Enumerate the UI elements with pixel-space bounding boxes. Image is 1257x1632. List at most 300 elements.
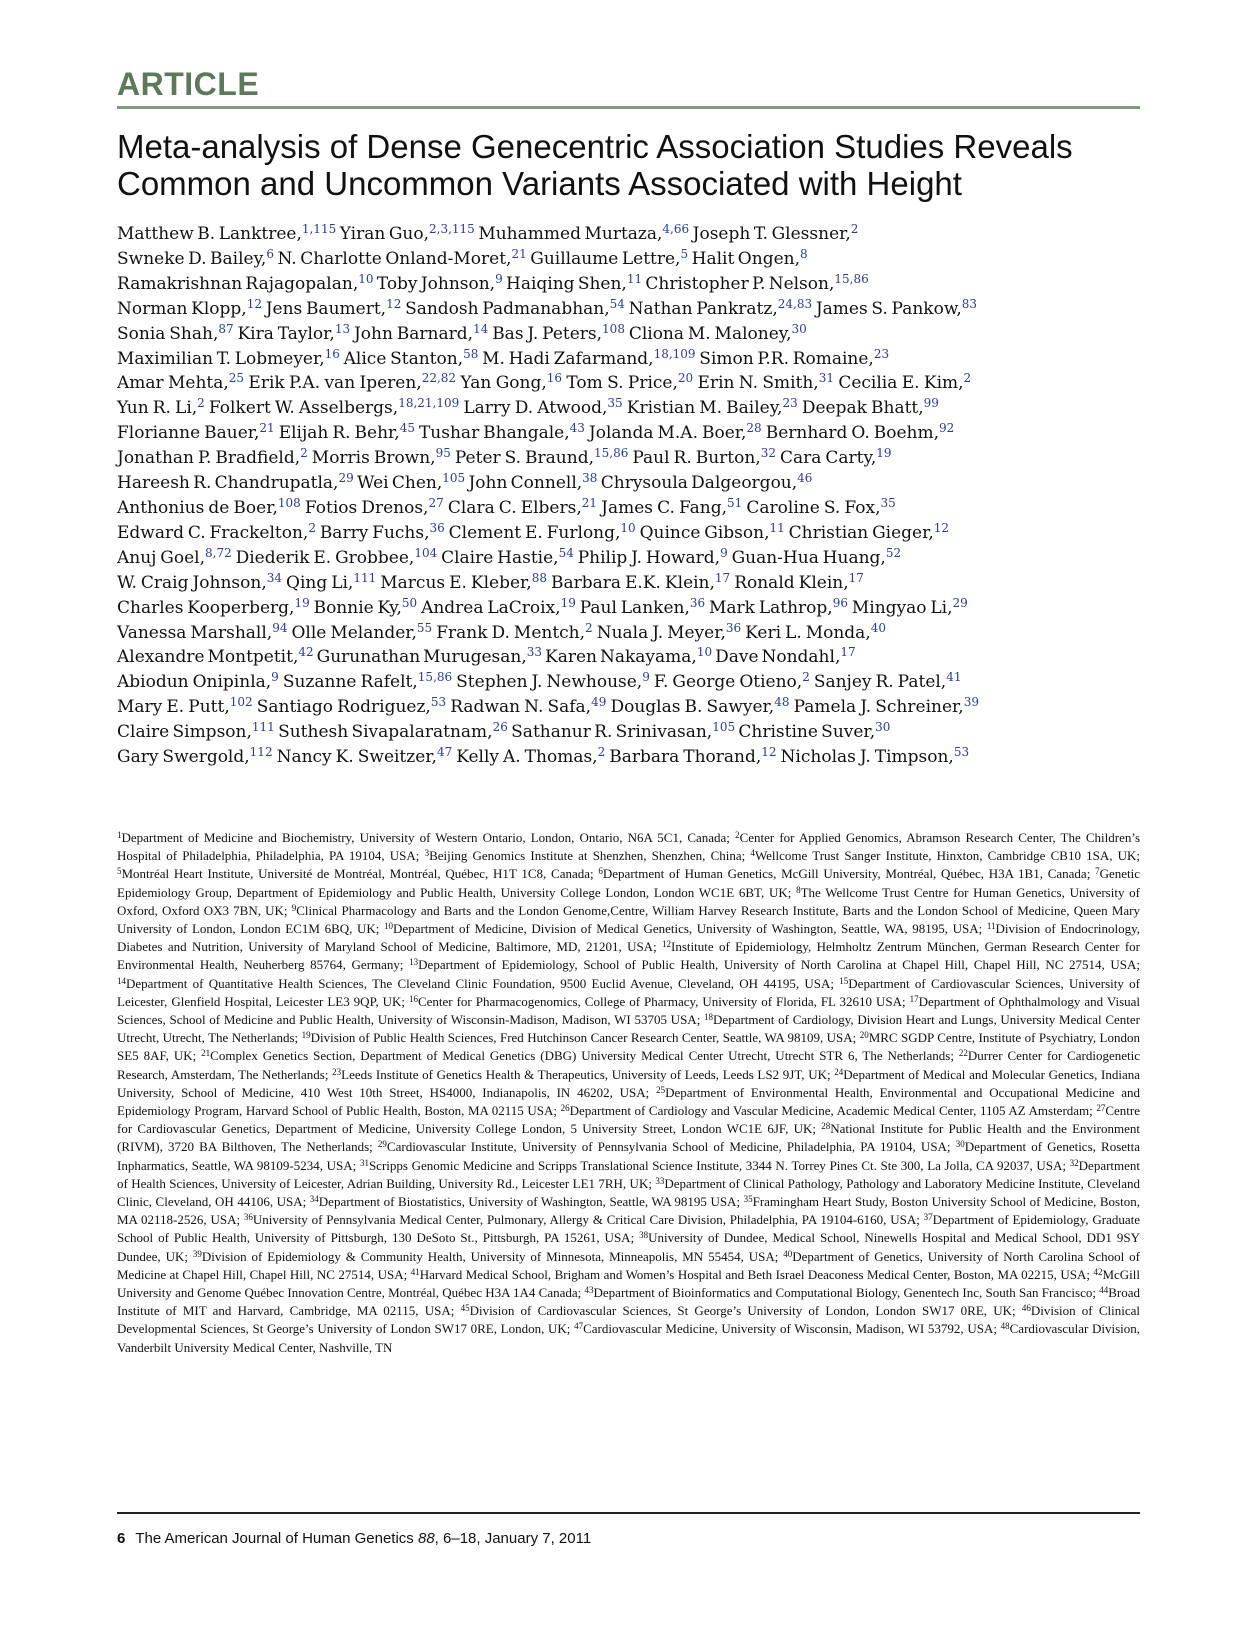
author-affiliation-ref[interactable]: 19 <box>876 446 892 461</box>
affiliation-number: 13 <box>409 957 419 968</box>
author-affiliation-ref[interactable]: 43 <box>569 421 585 436</box>
author-affiliation-ref[interactable]: 108 <box>277 495 301 510</box>
author-affiliation-ref[interactable]: 12 <box>933 520 950 535</box>
author <box>780 448 892 468</box>
author <box>117 747 273 767</box>
author-name: Clement E. Furlong, <box>448 522 621 543</box>
author-affiliation-ref[interactable]: 9 <box>271 670 279 685</box>
author-affiliation-ref[interactable]: 16 <box>324 346 340 361</box>
author-affiliation-ref[interactable]: 38 <box>582 471 598 486</box>
author <box>117 620 288 643</box>
author <box>117 423 275 443</box>
author-affiliation-ref[interactable]: 33 <box>526 645 543 660</box>
author-affiliation-ref[interactable]: 9 <box>720 545 728 560</box>
affiliation <box>302 1030 857 1045</box>
author-affiliation-ref[interactable]: 96 <box>832 595 848 610</box>
author-name: Suzanne Rafelt, <box>282 672 418 693</box>
author-affiliation-ref[interactable]: 104 <box>414 545 438 560</box>
author <box>450 697 606 717</box>
affiliation-number: 45 <box>460 1303 470 1314</box>
author-affiliation-ref[interactable]: 54 <box>558 545 574 560</box>
author-affiliation-ref[interactable]: 31 <box>818 371 834 386</box>
author-affiliation-ref[interactable]: 53 <box>430 695 447 710</box>
affiliation-text: Department of Medical and Molecular Genetics, Indiana University, School of Medicine, 410 West 10th Street, HS4000, Indianapolis, IN 46202, USA; <box>117 1066 1140 1100</box>
author <box>117 697 253 717</box>
author <box>838 373 971 393</box>
author-name: Sanjey R. Patel, <box>813 672 947 693</box>
affiliation-text: Wellcome Trust Sanger Institute, Hinxton, Cambridge CB10 1SA, UK; <box>754 848 1140 864</box>
affiliation-text: Division of Endocrinology, Diabetes and Nutrition, University of Maryland School of Medicine, Baltimore, MD, 21201, USA; <box>117 921 1140 955</box>
author <box>579 595 706 618</box>
author-affiliation-ref[interactable]: 23 <box>873 346 890 361</box>
author-affiliation-ref[interactable]: 15,86 <box>417 670 453 685</box>
author-name: Joseph T. Glessner, <box>692 224 851 244</box>
author-affiliation-ref[interactable]: 12 <box>761 745 777 760</box>
author-affiliation-ref[interactable]: 40 <box>870 620 886 635</box>
affiliation <box>585 1285 1096 1300</box>
author-affiliation-ref[interactable]: 8,72 <box>205 545 232 560</box>
author-affiliation-ref[interactable]: 30 <box>875 720 891 735</box>
author-name: Fotios Drenos, <box>304 497 429 518</box>
author-name: Florianne Bauer, <box>117 423 260 444</box>
affiliation-number: 36 <box>243 1212 253 1223</box>
affiliation-text: Department of Clinical Pathology, Pathology and Laboratory Medicine Institute, Cleveland Clinic, Cleveland, OH 44106, USA; <box>117 1175 1140 1210</box>
author-name: Barbara Thorand, <box>609 747 762 768</box>
author-name: Jolanda M.A. Boer, <box>588 423 747 444</box>
author <box>248 373 456 393</box>
author-affiliation-ref[interactable]: 14 <box>473 321 489 336</box>
author-name: Anuj Goel, <box>117 547 206 568</box>
affiliation-number: 11 <box>986 921 996 932</box>
author-name: Guan-Hua Huang, <box>731 547 886 568</box>
author-name: Halit Ongen, <box>691 248 800 269</box>
author-affiliation-ref[interactable]: 58 <box>463 346 479 361</box>
author-affiliation-ref[interactable]: 2 <box>585 620 593 635</box>
author <box>277 246 527 269</box>
author-name: Mark Lathrop, <box>709 597 833 618</box>
author-affiliation-ref[interactable]: 34 <box>266 570 283 585</box>
author-affiliation-ref[interactable]: 2 <box>300 446 308 461</box>
affiliation-text: Center for Applied Genomics, Abramson Research Center, The Children’s Hospital of Philadelphia, Philadelphia, PA 19104, USA; <box>117 830 1140 864</box>
affiliation <box>561 1103 1093 1118</box>
author-line <box>117 347 1157 372</box>
author <box>304 495 444 518</box>
author <box>237 321 351 344</box>
affiliation-text: Framingham Heart Study, Boston University School of Medicine, Boston, MA 02118-2526, USA; <box>117 1194 1140 1228</box>
author-affiliation-ref[interactable]: 32 <box>760 446 777 461</box>
author-name: Larry D. Atwood, <box>463 398 608 419</box>
author-affiliation-ref[interactable]: 24,83 <box>777 296 813 311</box>
author-name: Qing Li, <box>286 572 354 593</box>
author-affiliation-ref[interactable]: 102 <box>229 695 253 710</box>
affiliation-text: Cardiovascular Institute, University of Pennsylvania School of Medicine, Philadelphia, PA 19104, USA; <box>386 1139 951 1155</box>
affiliation <box>411 1267 1090 1282</box>
author <box>530 246 689 269</box>
author-name: Diederik E. Grobbee, <box>235 547 415 568</box>
author-name: Olle Melander, <box>291 622 417 643</box>
author-affiliation-ref[interactable]: 35 <box>607 396 623 411</box>
author-affiliation-ref[interactable]: 12 <box>246 296 262 311</box>
section-label: ARTICLE <box>117 66 260 102</box>
author-affiliation-ref[interactable]: 2 <box>963 371 972 386</box>
affiliation <box>332 1067 830 1082</box>
affiliation-text: Broad Institute of MIT and Harvard, Cambridge, MA 02115, USA; <box>117 1285 1140 1319</box>
author <box>709 595 848 618</box>
author-name: Maximilian T. Lobmeyer, <box>117 348 325 369</box>
author <box>265 296 402 319</box>
author-name: Nancy K. Sweitzer, <box>276 747 437 768</box>
affiliation-text: Montréal Heart Institute, Université de Montréal, Montréal, Québec, H1T 1C8, Canada; <box>121 866 594 882</box>
author <box>441 545 574 568</box>
author-affiliation-ref[interactable]: 18,21,109 <box>398 396 460 411</box>
affiliation-text: Department of Human Genetics, McGill University, Montréal, Québec, H3A 1B1, Canada; <box>602 866 1091 882</box>
author-affiliation-ref[interactable]: 30 <box>791 321 807 336</box>
author-affiliation-ref[interactable]: 21 <box>581 495 598 510</box>
author-name: Anthonius de Boer, <box>117 497 278 518</box>
author-name: Christian Gieger, <box>788 522 934 543</box>
author <box>551 570 731 593</box>
author-name: John Connell, <box>468 473 583 494</box>
author-name: Toby Johnson, <box>376 273 496 294</box>
affiliation <box>425 848 746 863</box>
author-affiliation-ref[interactable]: 88 <box>531 570 547 585</box>
author-affiliation-ref[interactable]: 105 <box>442 471 466 486</box>
author-name: Dave Nondahl, <box>715 647 841 668</box>
author-affiliation-ref[interactable]: 21 <box>511 246 527 261</box>
author <box>117 296 262 319</box>
author <box>117 722 275 742</box>
author-affiliation-ref[interactable]: 94 <box>272 620 288 635</box>
affiliation-number: 1 <box>117 830 122 840</box>
author <box>257 697 446 717</box>
author-name: Andrea LaCroix, <box>421 597 561 618</box>
author <box>447 495 598 518</box>
author-affiliation-ref[interactable]: 36 <box>725 620 742 635</box>
author-affiliation-ref[interactable]: 95 <box>435 446 451 461</box>
author <box>319 520 445 543</box>
affiliation-number: 33 <box>655 1175 665 1186</box>
affiliation-number: 34 <box>309 1194 319 1205</box>
page-footer <box>117 1530 591 1547</box>
author <box>209 398 459 418</box>
author <box>455 448 628 468</box>
affiliation-number: 3 <box>424 848 430 859</box>
author-name: Simon P.R. Romaine, <box>699 348 874 369</box>
author-affiliation-ref[interactable]: 17 <box>714 570 731 585</box>
author-name: Jonathan P. Bradfield, <box>117 448 301 469</box>
author-affiliation-ref[interactable]: 8 <box>800 246 808 261</box>
author-affiliation-ref[interactable]: 39 <box>963 695 979 710</box>
affiliation <box>117 976 834 991</box>
author <box>117 647 314 667</box>
author <box>421 595 576 618</box>
author <box>286 570 377 593</box>
author-name: Barry Fuchs, <box>319 522 430 543</box>
author-affiliation-ref[interactable]: 99 <box>923 396 939 411</box>
author-name: Cara Carty, <box>780 448 877 469</box>
author-list <box>117 222 1157 770</box>
author-affiliation-ref[interactable]: 11 <box>626 271 643 286</box>
author-affiliation-ref[interactable]: 49 <box>591 695 607 710</box>
author-name: Stephen J. Newhouse, <box>456 672 643 693</box>
author-name: Suthesh Sivapalaratnam, <box>278 722 493 743</box>
author-affiliation-ref[interactable]: 2,3,115 <box>429 222 475 236</box>
author <box>357 473 465 493</box>
affiliation-text: Department of Medicine and Biochemistry, University of Western Ontario, London, Ontario, N6A 5C1, Canada; <box>121 830 730 845</box>
author-name: Mary E. Putt, <box>117 697 230 718</box>
affiliation <box>409 994 906 1009</box>
author <box>117 246 274 269</box>
affiliation-number: 37 <box>923 1212 933 1223</box>
author-name: Kelly A. Thomas, <box>456 747 598 768</box>
author-affiliation-ref[interactable]: 2 <box>850 222 859 236</box>
author-name: Yiran Guo, <box>339 224 429 244</box>
affiliation-number: 21 <box>201 1048 211 1059</box>
author <box>478 224 689 244</box>
author-affiliation-ref[interactable]: 5 <box>680 246 689 261</box>
author-name: Peter S. Braund, <box>454 448 594 469</box>
author-affiliation-ref[interactable]: 19 <box>294 595 310 610</box>
affiliation-number: 28 <box>821 1121 831 1132</box>
author-affiliation-ref[interactable]: 36 <box>689 595 706 610</box>
author-affiliation-ref[interactable]: 13 <box>334 321 351 336</box>
affiliation-number: 47 <box>574 1321 584 1332</box>
author-affiliation-ref[interactable]: 111 <box>353 570 377 585</box>
affiliation-number: 20 <box>859 1030 869 1041</box>
author-affiliation-ref[interactable]: 16 <box>546 371 563 386</box>
author-affiliation-ref[interactable]: 55 <box>416 620 433 635</box>
affiliation-number: 9 <box>291 902 297 913</box>
author-affiliation-ref[interactable]: 48 <box>774 695 790 710</box>
author-name: Tushar Bhangale, <box>418 423 570 444</box>
author-affiliation-ref[interactable]: 105 <box>712 720 736 735</box>
author-affiliation-ref[interactable]: 112 <box>249 745 273 760</box>
author-affiliation-ref[interactable]: 50 <box>401 595 418 610</box>
footer-rule <box>117 1512 1140 1514</box>
author-name: Gary Swergold, <box>117 747 250 768</box>
author-affiliation-ref[interactable]: 47 <box>436 745 453 760</box>
affiliation-text: Department of Bioinformatics and Computational Biology, Genentech Inc, South San Francisco; <box>593 1285 1096 1301</box>
author-affiliation-ref[interactable]: 10 <box>620 520 636 535</box>
author-affiliation-ref[interactable]: 29 <box>338 471 354 486</box>
author-affiliation-ref[interactable]: 9 <box>495 271 503 286</box>
author-line <box>117 496 1157 521</box>
author <box>802 398 939 418</box>
author <box>340 224 475 244</box>
author-name: Sathanur R. Srinivasan, <box>511 722 713 743</box>
author-affiliation-ref[interactable]: 25 <box>228 371 245 386</box>
author-name: Cecilia E. Kim, <box>838 373 964 394</box>
author <box>117 224 336 244</box>
author-name: Caroline S. Fox, <box>746 497 881 518</box>
author <box>601 495 743 518</box>
affiliation-number: 41 <box>410 1266 420 1277</box>
author-affiliation-ref[interactable]: 45 <box>399 421 415 436</box>
author-name: Nuala J. Meyer, <box>596 622 726 643</box>
affiliation <box>461 1303 1016 1318</box>
author-affiliation-ref[interactable]: 17 <box>840 645 856 660</box>
author-affiliation-ref[interactable]: 53 <box>953 745 970 760</box>
affiliation-text: Division of Public Health Sciences, Fred Hutchinson Cancer Research Center, Seattle, WA 98109, USA; <box>310 1030 857 1046</box>
author-affiliation-ref[interactable]: 26 <box>492 720 508 735</box>
author-affiliation-ref[interactable]: 23 <box>782 396 798 411</box>
author-name: Charles Kooperberg, <box>117 597 295 618</box>
author-name: Barbara E.K. Klein, <box>551 572 715 593</box>
author-affiliation-ref[interactable]: 6 <box>266 246 274 261</box>
author-affiliation-ref[interactable]: 10 <box>696 645 713 660</box>
author-line <box>117 272 1157 297</box>
author-affiliation-ref[interactable]: 15,86 <box>834 271 869 286</box>
affiliation-number: 46 <box>1021 1303 1031 1314</box>
author-affiliation-ref[interactable]: 4,66 <box>662 222 690 236</box>
affiliation-text: McGill University and Genome Québec Innovation Centre, Montréal, Québec H3A 1A4 Canada; <box>117 1266 1140 1301</box>
author-affiliation-ref[interactable]: 17 <box>848 570 864 585</box>
author-affiliation-ref[interactable]: 36 <box>429 520 445 535</box>
author-name: Christine Suver, <box>738 722 876 743</box>
author <box>610 697 789 717</box>
affiliation-text: Department of Biostatistics, University of Washington, Seattle, WA 98195 USA; <box>318 1194 741 1210</box>
journal-name: The American Journal of Human Genetics <box>135 1530 414 1547</box>
author-affiliation-ref[interactable]: 42 <box>298 645 314 660</box>
author-affiliation-ref[interactable]: 46 <box>797 471 813 486</box>
author <box>815 296 978 319</box>
author-name: Haiqing Shen, <box>506 273 627 294</box>
author <box>117 373 244 393</box>
affiliation-text: Institute of Epidemiology, Helmholtz Zentrum München, German Research Center for Environmental Health, Neuherberg 85764, Germany; <box>117 939 1140 973</box>
author <box>117 570 283 593</box>
author <box>601 473 813 493</box>
affiliation-text: Clinical Pharmacology and Barts and the London Genome,Centre, William Harvey Research Institute, Barts and the London School of Medicine, Queen Mary University of London, London EC1M 6BQ, UK; <box>117 902 1140 937</box>
author-name: Nathan Pankratz, <box>628 298 778 319</box>
author-name: M. Hadi Zafarmand, <box>482 348 654 369</box>
author <box>419 423 585 443</box>
affiliation <box>310 1194 740 1209</box>
author-affiliation-ref[interactable]: 18,109 <box>653 346 696 361</box>
author-affiliation-ref[interactable]: 2 <box>597 745 606 760</box>
author <box>117 672 279 692</box>
affiliation-text: National Institute for Public Health and the Environment (RIVM), 3720 BA Bilthoven, The Netherlands; <box>117 1121 1140 1155</box>
author <box>745 620 886 643</box>
author-affiliation-ref[interactable]: 22,82 <box>421 371 457 386</box>
author-affiliation-ref[interactable]: 54 <box>609 296 625 311</box>
affiliation-number: 7 <box>1095 866 1100 877</box>
author <box>693 224 859 244</box>
author-name: Mingyao Li, <box>851 597 953 618</box>
author-affiliation-ref[interactable]: 11 <box>769 520 785 535</box>
author <box>766 423 955 443</box>
author-affiliation-ref[interactable]: 29 <box>952 595 968 610</box>
author-affiliation-ref[interactable]: 12 <box>386 296 402 311</box>
author-line <box>117 596 1157 621</box>
author <box>738 722 890 742</box>
author-affiliation-ref[interactable]: 87 <box>218 321 234 336</box>
affiliation-text: Centre for Cardiovascular Genetics, Department of Medicine, University College London, 5 University Street, London WC1E 6JF, UK; <box>117 1103 1140 1137</box>
author-name: Paul Lanken, <box>579 597 690 618</box>
author-affiliation-ref[interactable]: 83 <box>961 296 978 311</box>
affiliation-text: University of Pennsylvania Medical Center, Pulmonary, Allergy & Critical Care Division, Philadelphia, PA 19104-6160, USA; <box>252 1212 920 1228</box>
author-affiliation-ref[interactable]: 28 <box>746 421 762 436</box>
author-affiliation-ref[interactable]: 21 <box>259 421 275 436</box>
author <box>117 346 340 369</box>
author <box>312 448 451 468</box>
affiliation-number: 48 <box>1000 1321 1010 1332</box>
affiliation-number: 18 <box>704 1012 714 1023</box>
author-name: Folkert W. Asselbergs, <box>208 398 399 419</box>
author-affiliation-ref[interactable]: 9 <box>642 670 650 685</box>
author <box>691 246 808 269</box>
author-affiliation-ref[interactable]: 1,115 <box>301 222 337 236</box>
author-line <box>117 546 1157 571</box>
author-line <box>117 695 1157 720</box>
author-affiliation-ref[interactable]: 51 <box>727 495 743 510</box>
affiliation-text: Scripps Genomic Medicine and Scripps Translational Science Institute, 3344 N. Torrey Pines Ct. Ste 300, La Jolla, CA 92037, USA; <box>368 1157 1066 1173</box>
author-affiliation-ref[interactable]: 19 <box>560 595 576 610</box>
affiliation-number: 39 <box>192 1248 202 1259</box>
author-name: Wei Chen, <box>357 473 443 494</box>
affiliation-number: 8 <box>796 884 801 895</box>
author <box>645 271 869 294</box>
author <box>506 271 643 294</box>
affiliation-text: Division of Cardiovascular Sciences, St George’s University of London, London SW17 0RE, UK; <box>469 1303 1016 1319</box>
affiliation-text: Department of Environmental Health, Environmental and Occupational Medicine and Epidemiology Program, Harvard School of Public Health, Boston, MA 02115 USA; <box>117 1084 1140 1119</box>
affiliation-number: 42 <box>1093 1266 1103 1277</box>
author-affiliation-ref[interactable]: 41 <box>946 670 962 685</box>
author <box>463 398 622 418</box>
affiliation-text: Harvard Medical School, Brigham and Women’s Hospital and Beth Israel Deaconess Medical Center, Boston, MA 02215, USA; <box>419 1266 1090 1282</box>
affiliation-number: 43 <box>584 1285 594 1296</box>
affiliation-text: Department of Cardiovascular Sciences, University of Leicester, Glenfield Hospital, Leicester LE3 9QP, UK; <box>117 975 1140 1009</box>
author-name: Erin N. Smith, <box>697 373 819 394</box>
author-affiliation-ref[interactable]: 2 <box>197 396 205 411</box>
affiliation-text: Durrer Center for Cardiogenetic Research, Amsterdam, The Netherlands; <box>117 1048 1140 1082</box>
author-line <box>117 645 1157 670</box>
author-line <box>117 471 1157 496</box>
author <box>628 321 807 344</box>
author-line <box>117 446 1157 471</box>
author-line <box>117 297 1157 322</box>
author-affiliation-ref[interactable]: 52 <box>885 545 902 560</box>
author-affiliation-ref[interactable]: 111 <box>251 720 275 735</box>
author <box>117 321 234 344</box>
author-affiliation-ref[interactable]: 20 <box>677 371 694 386</box>
author-name: Guillaume Lettre, <box>530 248 681 269</box>
author-affiliation-ref[interactable]: 10 <box>358 271 374 286</box>
author <box>117 520 316 543</box>
author <box>278 722 508 742</box>
author-affiliation-ref[interactable]: 2 <box>308 520 316 535</box>
author-affiliation-ref[interactable]: 2 <box>802 670 810 685</box>
author <box>545 647 712 667</box>
affiliation-number: 15 <box>839 975 849 986</box>
article-title <box>117 128 1147 202</box>
author-affiliation-ref[interactable]: 35 <box>880 495 896 510</box>
title-line: Common and Uncommon Variants Associated with Height <box>117 165 962 202</box>
author-affiliation-ref[interactable]: 27 <box>428 495 444 510</box>
author <box>283 672 452 692</box>
author <box>566 373 693 393</box>
author-line <box>117 247 1157 272</box>
author-affiliation-ref[interactable]: 92 <box>939 421 955 436</box>
affiliation-text: Department of Cardiology, Division Heart and Lungs, University Medical Center Utrecht, Utrecht, The Netherlands; <box>117 1012 1140 1046</box>
author <box>639 520 785 543</box>
author-name: Matthew B. Lanktree, <box>117 224 302 244</box>
author <box>492 321 625 344</box>
author-affiliation-ref[interactable]: 108 <box>602 321 625 336</box>
author-affiliation-ref[interactable]: 15,86 <box>594 446 629 461</box>
affiliation-number: 14 <box>117 975 126 986</box>
affiliation <box>384 921 982 936</box>
author <box>627 398 798 418</box>
